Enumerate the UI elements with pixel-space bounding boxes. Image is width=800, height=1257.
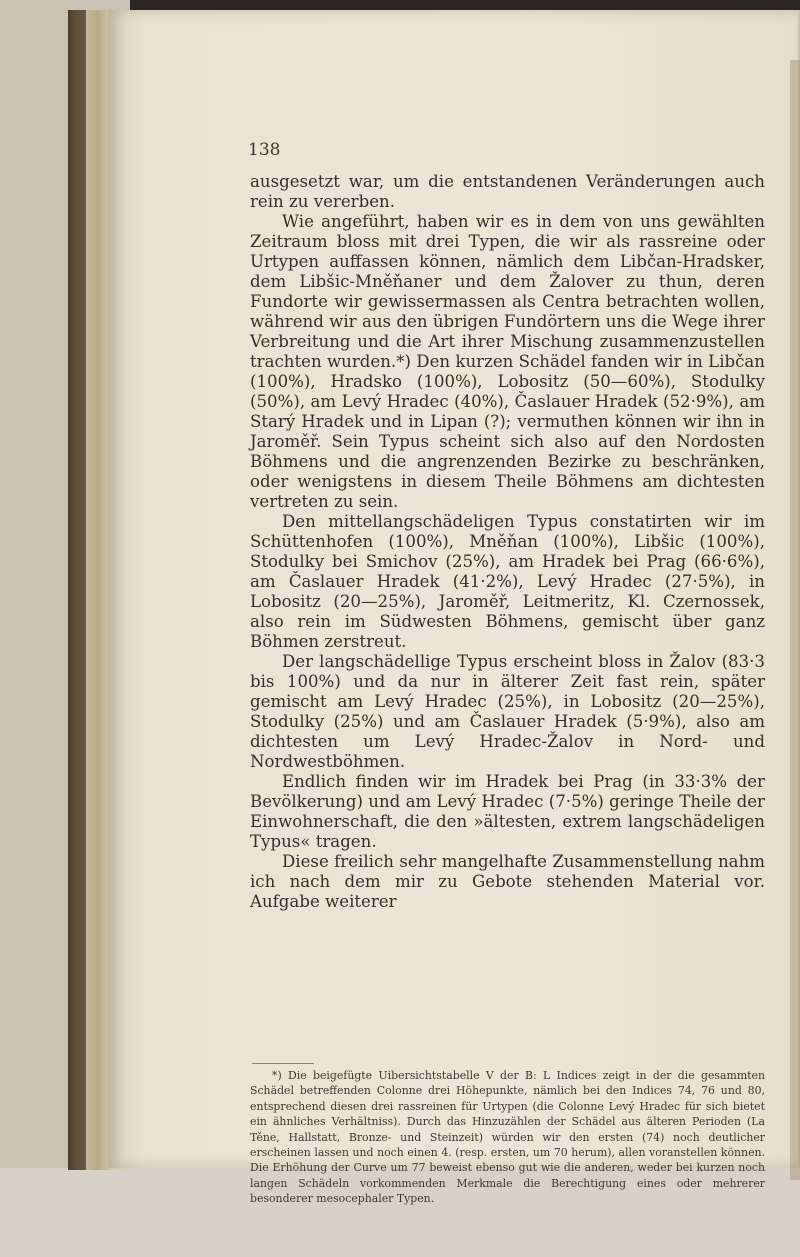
- page-edge: [790, 60, 800, 1180]
- footnote-separator: [252, 1063, 314, 1064]
- page-number: 138: [248, 140, 281, 160]
- body-text: [250, 172, 765, 912]
- paragraph: Wie angeführt, haben wir es in dem von uns gewählten Zeitraum bloss mit drei Typen, die wir als rassreine oder Urtypen auffassen können, nämlich dem Libčan-Hradsker, dem Libšic-Mněňaner und dem Žalover zu thun, deren Fundorte wir gewissermassen als Centra betrachten wollen, während wir aus den übrigen Fundörtern uns die Wege ihrer Verbreitung und die Art ihrer Mischung zusammenzustellen trachten wurden.*) Den kurzen Schädel fanden wir in Libčan (100%), Hradsko (100%), Lobositz (50—60%), Stodulky (50%), am Levý Hradec (40%), Časlauer Hradek (52·9%), am Starý Hradek und in Lipan (?); vermuthen können wir ihn in Jaroměř. Sein Typus scheint sich also auf den Nordosten Böhmens und die angrenzenden Bezirke zu beschränken, oder wenigstens in diesem Theile Böhmens am dichtesten vertreten zu sein.: [250, 212, 765, 511]
- paragraph: Endlich finden wir im Hradek bei Prag (in 33·3% der Bevölkerung) und am Levý Hradec (7·5%) geringe Theile der Einwohnerschaft, die den »ältesten, extrem langschädeligen Typus« tragen.: [250, 772, 765, 851]
- paragraph: ausgesetzt war, um die entstandenen Veränderungen auch rein zu vererben.: [250, 172, 765, 211]
- spine-shadow: [68, 10, 86, 1170]
- paragraph: Der langschädellige Typus erscheint bloss in Žalov (83·3 bis 100%) und da nur in älterer Zeit fast rein, später gemischt am Levý Hradec (25%), in Lobositz (20—25%), Stodulky (25%) und am Časlauer Hradek (5·9%), also am dichtesten um Levý Hradec-Žalov in Nord- und Nordwestböhmen.: [250, 652, 765, 771]
- top-edge: [130, 0, 800, 10]
- paragraph: Den mittellangschädeligen Typus constatirten wir im Schüttenhofen (100%), Mněňan (100%), Libšic (100%), Stodulky bei Smichov (25%), am Hradek bei Prag (66·6%), am Časlauer Hradek (41·2%), Levý Hradec (27·5%), in Lobositz (20—25%), Jaroměř, Leitmeritz, Kl. Czernossek, also rein im Südwesten Böhmens, gemischt über ganz Böhmen zerstreut.: [250, 512, 765, 651]
- footnote: [250, 1068, 765, 1207]
- footnote-text: *) Die beigefügte Uibersichtstabelle V der B: L Indices zeigt in der die gesammten Schädel betreffenden Colonne drei Höhepunkte, nämlich bei den Indices 74, 76 und 80, entsprechend diesen drei rassreinen für Urtypen (die Colonne Levý Hradec für sich bietet ein ähnliches Verhältniss). Durch das Hinzuzählen der Schädel aus älteren Perioden (La Těne, Hallstatt, Bronze- und Steinzeit) würden wir den ersten (74) noch deutlicher erscheinen lassen und noch einen 4. (resp. ersten, um 70 herum), allen voranstellen können. Die Erhöhung der Curve um 77 beweist ebenso gut wie die anderen, weder bei kurzen noch langen Schädeln vorkommenden Merkmale die Berechtigung eines oder mehrerer besonderer mesocephaler Typen.: [250, 1069, 765, 1206]
- paragraph: Diese freilich sehr mangelhafte Zusammenstellung nahm ich nach dem mir zu Gebote stehenden Material vor. Aufgabe weiterer: [250, 852, 765, 911]
